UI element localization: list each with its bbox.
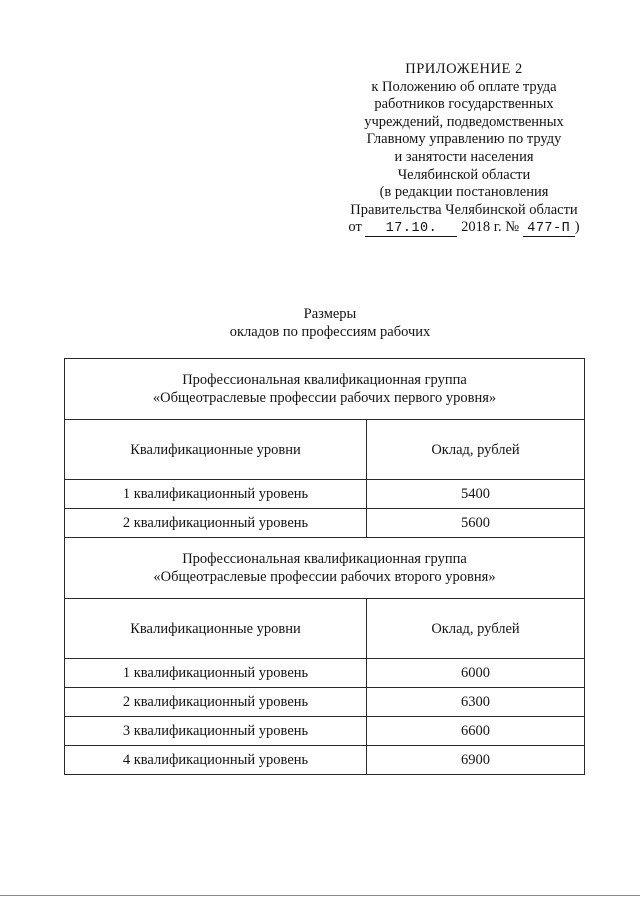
group-title-row [65,538,585,599]
table-row [65,509,585,538]
group-title-line-1: Профессиональная квалификационная группа [182,372,467,388]
scan-edge-line [0,895,640,896]
level-cell: 1 квалификационный уровень [65,480,367,509]
table-row [65,717,585,746]
appendix-line: (в редакции постановления [379,184,549,201]
header-level: Квалификационные уровни [65,420,367,480]
resolution-date-line [330,219,598,237]
appendix-line: учреждений, подведомственных [364,113,564,130]
table-row [65,746,585,775]
header-salary: Оклад, рублей [367,599,585,659]
resolution-number: 477-П [523,222,575,237]
group-title-line-2: «Общеотраслевые профессии рабочих второго уровня» [153,569,496,585]
header-level: Квалификационные уровни [65,599,367,659]
salary-cell: 5600 [367,509,585,538]
salary-cell: 5400 [367,480,585,509]
appendix-line: Правительства Челябинской области [350,201,578,218]
level-cell: 1 квалификационный уровень [65,659,367,688]
salary-cell: 6000 [367,659,585,688]
table-row [65,659,585,688]
date-prefix: от [348,219,362,236]
level-cell: 3 квалификационный уровень [65,717,367,746]
appendix-line: Главному управлению по труду [366,131,562,148]
group-title-line-2: «Общеотраслевые профессии рабочих первого уровня» [152,390,497,406]
salary-cell: 6900 [367,746,585,775]
table-header-row [65,420,585,480]
appendix-line: и занятости населения [394,148,534,165]
appendix-title: ПРИЛОЖЕНИЕ 2 [405,61,523,77]
year-text: 2018 г. № [461,219,520,236]
heading-line-1: Размеры [303,306,357,322]
level-cell: 4 квалификационный уровень [65,746,367,775]
appendix-block [330,61,598,237]
salary-table [64,358,585,775]
header-salary: Оклад, рублей [367,420,585,480]
group-title-cell [65,538,585,599]
level-cell: 2 квалификационный уровень [65,688,367,717]
table-header-row [65,599,585,659]
appendix-line: к Положению об оплате труда [371,78,557,95]
appendix-line: Челябинской области [397,166,531,183]
appendix-line: работников государственных [374,96,554,113]
group-title-line-1: Профессиональная квалификационная группа [182,551,467,567]
level-cell: 2 квалификационный уровень [65,509,367,538]
document-heading [120,305,540,341]
table-row [65,688,585,717]
closing-paren: ) [574,219,580,236]
salary-cell: 6300 [367,688,585,717]
group-title-row [65,359,585,420]
group-title-cell [65,359,585,420]
salary-cell: 6600 [367,717,585,746]
heading-line-2: окладов по профессиям рабочих [229,324,431,340]
resolution-date: 17.10. [365,222,457,237]
table-row [65,480,585,509]
